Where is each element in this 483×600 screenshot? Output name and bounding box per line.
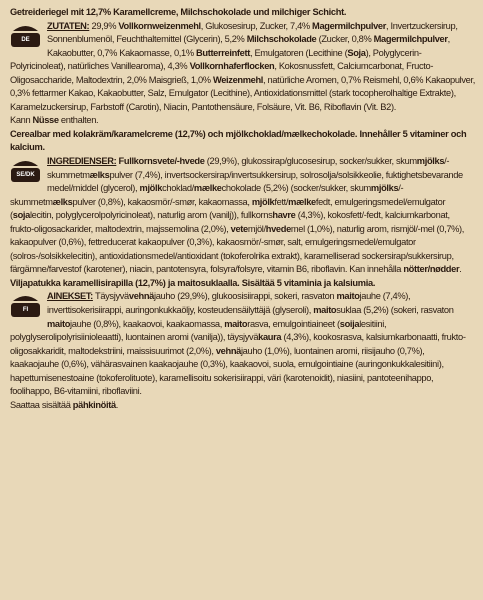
se-part: .: [459, 264, 462, 275]
se-allergen: mjölks: [370, 183, 399, 194]
fi-part: jauhe (7,4%), inverttisokerisiirappi, auringonkukkaöljy, kosteudensäilyttäjä (glyseroli),: [47, 291, 411, 316]
badge-shape-icon: [10, 157, 41, 183]
se-part: /-skummetm: [47, 156, 450, 180]
de-part: , Kakaobutter, 0,7% Kakaomasse, 0,1%: [47, 34, 450, 58]
de-note-allergen: Nüsse: [32, 115, 59, 126]
de-allergen: Soja: [347, 47, 366, 58]
se-part: (29,9%), glukossirap/glucosesirup, socker/sukker, skum: [204, 156, 417, 167]
finnish-ingredients-label: AINEKSET:: [47, 291, 93, 302]
se-allergen: ælks: [52, 196, 73, 207]
de-part: (Zucker, 0,8%: [316, 34, 374, 45]
swedish-country-code: SE/DK: [16, 172, 35, 179]
se-allergen: havre: [272, 210, 296, 221]
se-part: mel (1,0%), naturlig arom, rismjöl/-mel (0,7%), kakaopulver (0,6%), fettreducerat kakaopulver (0,3%), kakaosmör/-smør, salt, emulgeringsmedel/emulgator (solros-/solsikkelecitin), antioxidationsmedel/antioxidant (tokoferolrika extrakt), karamelliserad sockersirap/sukkersirup, färgämne/farvestof (karotener), niacin, pantotensyra, folsyra/folsyre, vitamin B6, riboflavin. Kan innehålla: [10, 223, 465, 275]
fi-part: Täysjyvä: [92, 291, 129, 302]
finnish-country-badge: [10, 292, 41, 318]
se-allergen: mjölk: [251, 196, 275, 207]
se-allergen: hvede: [265, 223, 291, 234]
fi-allergen: vehnä: [128, 291, 154, 302]
se-part: (4,3%), kokosfett/-fedt, kalciumkarbonat, frukto-oligosackarider, maltodextrin, majssemolina (2,0%),: [10, 210, 450, 234]
badge-shape-icon: [10, 22, 41, 48]
fi-allergen: soija: [339, 318, 360, 329]
german-heading: Getreideriegel mit 12,7% Karamellcreme, Milchschokolade und milchiger Schicht.: [10, 7, 347, 17]
de-part: , Glukosesirup, Zucker, 7,4%: [200, 20, 313, 31]
german-country-badge: [10, 22, 41, 48]
se-allergen: nötter/nødder: [403, 264, 460, 275]
fi-part: jauhe (0,8%), kaakaovoi, kaakaomassa,: [70, 318, 225, 329]
se-allergen: vete: [230, 223, 248, 234]
se-part: lecitin, polyglycerolpolyricinoleat), naturlig arom (vanilj)), fullkorns: [29, 210, 273, 221]
se-allergen: mjölks: [416, 156, 445, 167]
fi-allergen: maito: [47, 318, 71, 329]
section-swedish-danish: [10, 128, 475, 277]
se-allergen: ælks: [89, 169, 110, 180]
swedish-ingredients-label: INGREDIENSER:: [47, 156, 117, 167]
fi-part: suklaa (5,2%) (sokeri, rasvaton: [336, 305, 454, 316]
swedish-ingredients-text: [10, 155, 475, 277]
se-part: choklad/: [162, 183, 194, 194]
de-allergen: Milchschokolade: [246, 34, 317, 45]
fi-note-allergen: pähkinöitä: [72, 399, 116, 410]
de-note-text: Kann: [10, 115, 33, 126]
de-part: , Invertzuckersirup, Sonnenblumenöl, Feuchthaltemittel (Glycerin), 5,2%: [47, 20, 458, 45]
swedish-ingredients: [10, 155, 475, 277]
fi-allergen: maito: [336, 291, 360, 302]
de-note-end: enthalten.: [58, 115, 99, 126]
de-allergen: Magermilchpulver: [312, 20, 387, 31]
finnish-ingredients-text: [10, 290, 475, 398]
german-country-code: DE: [21, 36, 30, 43]
de-part: , Kokosnussfett, Calciumcarbonat, Fructo-Oligosaccharide, Maltodextrin, 2,0% Maisgrieß, 1,0%: [10, 61, 434, 85]
fi-part: (4,3%), kookosrasva, kalsiumkarbonaatti, frukto-oligosakkaridit, maltodekstriini, maissisuurimot (2,0%),: [10, 332, 466, 356]
fi-note-text: Saattaa sisältää: [10, 399, 73, 410]
badge-shape-icon: [10, 292, 41, 318]
finnish-may-contain-note: [10, 399, 475, 413]
german-ingredients: [10, 20, 475, 115]
de-part: 29,9%: [89, 20, 119, 31]
german-ingredients-text: [10, 20, 475, 115]
de-part: , Emulgatoren (Lecithine (: [249, 47, 348, 58]
de-allergen: Butterreinfett: [196, 47, 250, 58]
de-allergen: Vollkornweizenmehl: [118, 20, 201, 31]
fi-part: rasva, emulgointiaineet (: [247, 318, 340, 329]
se-allergen: mjölk: [139, 183, 163, 194]
se-part: pulver (0,8%), kakaosmör/-smør, kakaomassa,: [72, 196, 252, 207]
section-finnish: [10, 277, 475, 412]
se-allergen: mælke: [288, 196, 316, 207]
german-may-contain-note: [10, 114, 475, 128]
fi-part: jauho (29,9%), glukoosisiirappi, sokeri, rasvaton: [154, 291, 337, 302]
de-part: ), Polyglycerin-Polyricinoleat), natürliches Vanillearoma), 4,3%: [10, 47, 422, 72]
finnish-ingredients: [10, 290, 475, 398]
se-allergen: soja: [12, 210, 30, 221]
se-part: fett/: [274, 196, 289, 207]
swedish-country-badge: [10, 157, 41, 183]
german-ingredients-label: ZUTATEN:: [47, 20, 90, 31]
fi-allergen: kaura: [258, 332, 282, 343]
fi-part: jauho (1,0%), luontainen aromi, riisijauho (0,7%), kaakaojauhe (0,6%), vähärasvainen kaakaojauhe (0,3%), kaakaovoi, suola, emulgointiaine (auringonkukkalesitiini), hapettumisenestoaine (tokoferolituote), karamellisoitu sokerisiirappi, väri (karotenoidit), niasiini, pantoteenihappo, foolihappo, B6-vitamiini, riboflaviini.: [10, 345, 444, 397]
se-allergen: Fullkornsvete/-hvede: [116, 156, 205, 167]
se-allergen: mælke: [193, 183, 222, 194]
se-part: mjöl/: [247, 223, 266, 234]
fi-allergen: maito: [313, 305, 337, 316]
se-part: fedt, emulgeringsmedel/emulgator (: [10, 196, 446, 221]
fi-part: lesitiini, polyglyserolipolyrisiinioleaatti), luontainen aromi (vanilja)), täysjyvä: [10, 318, 387, 343]
de-allergen: Vollkornhaferflocken: [189, 61, 275, 72]
fi-allergen: maito: [224, 318, 248, 329]
section-german: [10, 6, 475, 128]
finnish-country-code: FI: [22, 307, 29, 314]
finnish-heading: Viljapatukka karamellisirapilla (12,7%) ja maitosuklaalla. Sisältää 5 vitaminia ja kalsiumia.: [10, 277, 376, 288]
se-part: /-skummetm: [10, 183, 404, 207]
se-part: pulver (7,4%), invertsockersirap/invertsukkersirup, solrosolja/solsikkeolie, fuktighetsbevarande medel/middel (glycerol),: [47, 169, 463, 194]
de-allergen: Weizenmehl: [212, 74, 264, 85]
swedish-heading: Cerealbar med kolakräm/karamelcreme (12,7%) och mjölkchoklad/mælkechokolade. Innehåller 5 vitaminer och kalcium.: [10, 128, 467, 153]
se-part: chokolade (5,2%) (socker/sukker, skum: [221, 183, 371, 194]
fi-note-end: .: [115, 399, 119, 410]
de-allergen: Magermilchpulver: [373, 34, 448, 45]
fi-allergen: vehnä: [215, 345, 241, 356]
de-part: , natürliche Aromen, 0,7% Reismehl, 0,6% Kakaopulver, 0,3% fettarmer Kakao, Kakaobutter, Salz, Emulgator (Lecithine), Antioxidationsmittel (stark tocopherolhaltige Extrakte), Karamelzuckersirup, Farbstoff (Carotin), Niacin, Pantothensäure, Folsäure, Vit. B6, Riboflavin (Vit. B2).: [10, 74, 475, 112]
